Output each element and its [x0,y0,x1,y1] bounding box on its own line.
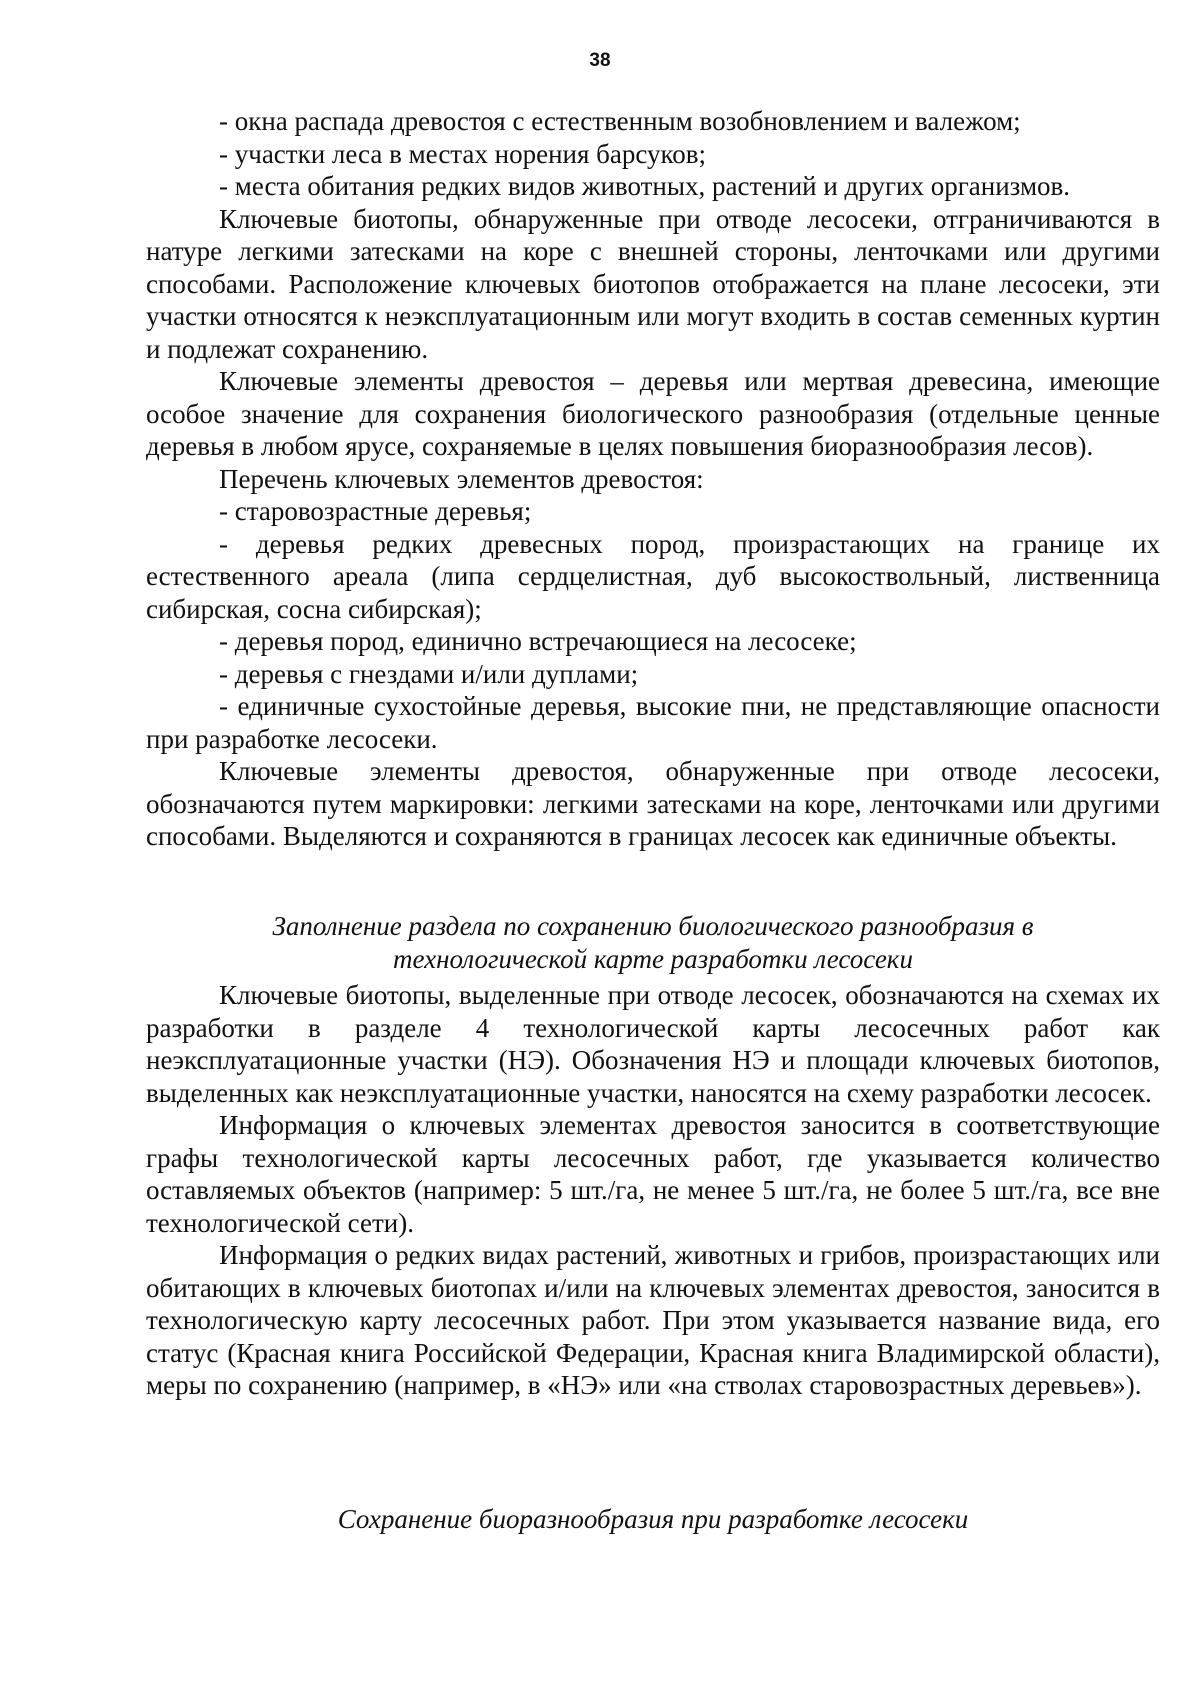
paragraph: Ключевые элементы древостоя, обнаруженные при отводе лесосеки, обозначаются путем маркировки: легкими затесками на коре, ленточками или другими способами. Выделяются и сохраняются в границах лесосек как единичные объекты. [146,756,1160,851]
section-heading-line: технологической карте разработки лесосеки [393,943,913,974]
paragraph: Перечень ключевых элементов древостоя: [219,463,704,494]
paragraph: Ключевые элементы древостоя – деревья или мертвая древесина, имеющие особое значение для сохранения биологического разнообразия (отдельные ценные деревья в любом ярусе, сохраняемые в целях повышения биоразнообразия лесов). [146,366,1160,461]
main-text-block [146,105,1160,853]
paragraph: Ключевые биотопы, обнаруженные при отводе лесосеки, отграничиваются в натуре легкими затесками на коре с внешней стороны, ленточками или другими способами. Расположение ключевых биотопов отображается на плане лесосеки, эти участки относятся к неэксплуатационным или могут входить в состав семенных куртин и подлежат сохранению. [146,203,1160,364]
section-heading-line: Заполнение раздела по сохранению биологического разнообразия в [272,911,1034,941]
paragraph: Информация о редких видах растений, животных и грибов, произрастающих или обитающих в ключевых биотопах и/или на ключевых элементах древостоя, заносится в технологическую карту лесосечных работ. При этом указывается название вида, его статус (Красная книга Российской Федерации, Красная книга Владимирской области), меры по сохранению (например, в «НЭ» или «на стволах старовозрастных деревьев»). [146,1240,1160,1400]
paragraph: Ключевые биотопы, выделенные при отводе лесосек, обозначаются на схемах их разработки в разделе 4 технологической карты лесосечных работ как неэксплуатационные участки (НЭ). Обозначения НЭ и площади ключевых биотопов, выделенных как неэксплуатационные участки, наносятся на схему разработки лесосек. [146,980,1160,1108]
list-item: - деревья пород, единично встречающиеся на лесосеке; [219,626,857,656]
list-item: - старовозрастные деревья; [219,496,532,526]
list-item: - деревья редких древесных пород, произрастающих на границе их естественного ареала (липа сердцелистная, дуб высокоствольный, лиственница сибирская, сосна сибирская); [146,528,1160,624]
page-number: 38 [589,50,611,71]
section-heading-2 [146,1503,1160,1536]
list-item: - окна распада древостоя с естественным возобновлением и валежом; [219,106,1021,136]
paragraph: Информация о ключевых элементах древостоя заносится в соответствующие графы технологической карты лесосечных работ, где указывается количество оставляемых объектов (например: 5 шт./га, не менее 5 шт./га, не более 5 шт./га, все вне технологической сети). [146,1110,1160,1238]
list-item: - места обитания редких видов животных, растений и других организмов. [219,171,1071,201]
section-text-block [146,979,1160,1402]
list-item: - единичные сухостойные деревья, высокие пни, не представляющие опасности при разработке лесосеки. [146,691,1160,754]
section-heading [146,910,1160,975]
section-heading-text: Сохранение биоразнообразия при разработке лесосеки [337,1504,969,1534]
list-item: - участки леса в местах норения барсуков; [219,138,707,169]
list-item: - деревья с гнездами и/или дуплами; [219,658,639,689]
